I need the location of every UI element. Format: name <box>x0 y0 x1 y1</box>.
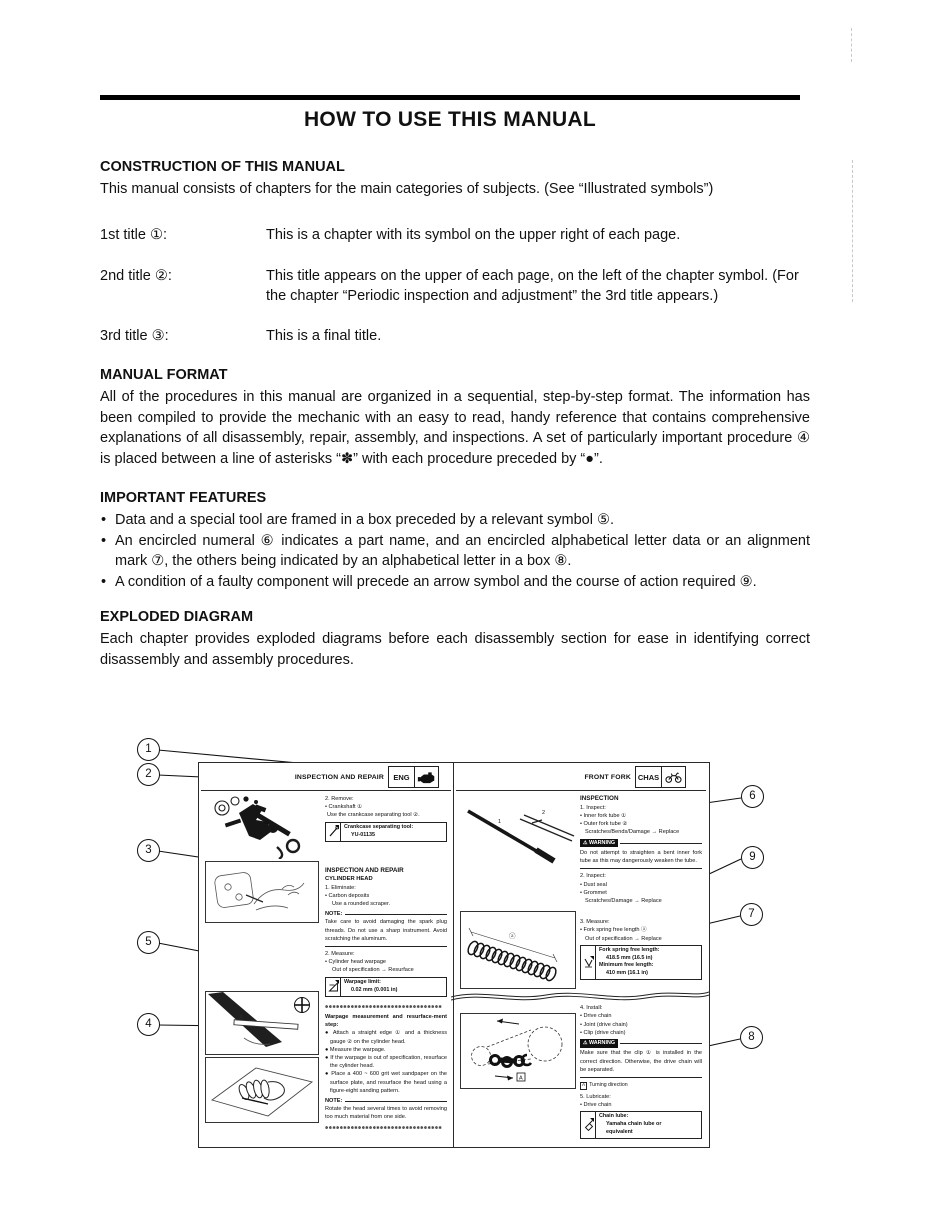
warpage-gauge-icon <box>326 978 341 996</box>
scraping-illustration-frame <box>205 861 319 923</box>
construction-body: This manual consists of chapters for the main categories of subjects. (See “Illustrated symbols”) <box>100 180 714 197</box>
step-line: • Dust seal <box>580 881 607 888</box>
step-line: Scratches/Bends/Damage → Replace <box>585 829 680 836</box>
scan-artifact <box>852 160 853 302</box>
mini-header-title: INSPECTION AND REPAIR <box>294 773 384 781</box>
asterisk-row: ✽✽✽✽✽✽✽✽✽✽✽✽✽✽✽✽✽✽✽✽✽✽✽✽✽✽✽✽✽✽✽✽ <box>325 1003 443 1009</box>
warpage-measurement-frame <box>205 991 319 1055</box>
def-term: 1st title ①: <box>100 227 167 243</box>
warning-badge: ⚠ WARNING <box>580 839 618 848</box>
def-term: 3rd title ③: <box>100 327 169 344</box>
step-line: • Fork spring free length ⓐ <box>580 927 647 934</box>
step-line: 3. Measure: <box>580 919 610 926</box>
page-divider <box>453 763 454 1147</box>
drive-chain-frame <box>460 1013 576 1089</box>
warning-triangle-icon: ⚠ <box>583 839 588 846</box>
chapter-tab: ENG <box>388 766 415 788</box>
step-line: 1. Eliminate: <box>325 884 356 891</box>
chain-lube-icon <box>581 1112 596 1138</box>
def-term: 2nd title ②: <box>100 267 172 284</box>
step-line: • Crankshaft ① <box>325 804 363 811</box>
step-line: • Outer fork tube ② <box>580 821 628 827</box>
mini-header <box>456 765 706 789</box>
step-line: 4. Install: <box>580 1005 603 1012</box>
feature-bullet: • A condition of a faulty component will precede an arrow symbol and the course of action required ⑨. <box>100 572 810 593</box>
warning-body: Make sure that the clip ① is installed in the correct direction. Otherwise, the drive chain will be separated. <box>580 1050 702 1073</box>
warpage-limit-text: Warpage limit: 0.02 mm (0.001 in) <box>344 979 398 993</box>
note-label-row: NOTE: <box>325 1097 447 1105</box>
chain-lube-box <box>580 1111 702 1139</box>
section-rule <box>580 868 702 869</box>
mini-header-title: FRONT FORK <box>584 773 631 781</box>
page-title: HOW TO USE THIS MANUAL <box>303 107 597 131</box>
step-line: • Carbon deposits <box>325 892 370 899</box>
manual-format-body: All of the procedures in this manual are organized in a sequential, step-by-step format. The information has been compiled to provide the mechanic with an easy to read, handy reference that contains comprehensive explanations of all disassembly, repair, assembly, and inspections. A set of particularly important procedure ④ is placed between a line of asterisks “✽” with each procedure preceded by “●”. <box>100 389 810 467</box>
chain-direction-label: A <box>519 1075 523 1082</box>
feature-bullet: • An encircled numeral ⑥ indicates a part name, and an encircled alphabetical letter data or an alignment mark ⑦, the others being indicated by an alphabetical letter in a box ⑧. <box>100 531 810 572</box>
fork-label-2: 2 <box>542 810 546 816</box>
exploded-diagram-figure <box>0 736 935 1160</box>
warning-badge: ⚠ WARNING <box>580 1039 618 1048</box>
third-title: CYLINDER HEAD <box>325 876 373 883</box>
special-tool-box <box>325 822 447 842</box>
title-def-3 <box>100 326 810 347</box>
callout-7: 7 <box>740 903 763 926</box>
step-line: 5. Lubricate: <box>580 1093 611 1100</box>
engine-exploded-illustration <box>207 793 319 859</box>
svg-text:2: 2 <box>240 1014 243 1019</box>
special-tool-icon <box>326 823 341 841</box>
important-features-list <box>100 510 810 592</box>
boxed-letter-a: A <box>582 1083 586 1089</box>
callout-2: 2 <box>137 763 160 786</box>
construction-heading: CONSTRUCTION OF THIS MANUAL <box>100 158 345 175</box>
engine-icon <box>415 766 439 788</box>
step-line: • Clip (drive chain) <box>580 1029 626 1036</box>
page-content <box>100 0 810 670</box>
procedure-step: ● Attach a straight edge ① and a thickness gauge ② on the cylinder head. <box>325 1030 447 1045</box>
warning-triangle-icon: ⚠ <box>583 1040 588 1047</box>
step-line: 2. Inspect: <box>580 873 606 880</box>
step-line: Out of specification → Resurface <box>332 967 414 974</box>
def-desc: This title appears on the upper of each page, on the left of the chapter symbol. (For the chapter “Periodic inspection and adjustment” the 3rd title appears.) <box>266 267 799 304</box>
mini-header-rule <box>456 790 706 791</box>
note-label-row: NOTE: <box>325 910 447 918</box>
feature-bullet: • Data and a special tool are framed in a box preceded by a relevant symbol ⑤. <box>100 510 810 531</box>
exploded-diagram-heading: EXPLODED DIAGRAM <box>100 609 254 625</box>
procedure-title: Warpage measurement and resurface-ment step: <box>325 1014 447 1029</box>
fork-tube-illustration <box>462 803 576 867</box>
mini-header-rule <box>201 790 451 791</box>
callout-8: 8 <box>740 1026 763 1049</box>
section-rule <box>325 946 447 947</box>
section-rule <box>580 1077 702 1078</box>
title-def-2 <box>100 266 810 307</box>
warning-label-row <box>580 839 702 848</box>
chassis-page-text <box>580 795 702 1141</box>
procedure-step: ● Place a 400 ~ 600 grit wet sandpaper on the surface plate, and resurface the head using a figure-eight sanding pattern. <box>325 1071 447 1094</box>
step-line: 2. Remove: <box>325 796 354 802</box>
mini-page-engine <box>201 765 451 1145</box>
step-line: Scratches/Damage → Replace <box>585 897 662 904</box>
resurfacing-illustration-frame <box>205 1057 319 1123</box>
section-title: INSPECTION AND REPAIR <box>325 866 404 874</box>
callout-3: 3 <box>137 839 160 862</box>
turning-direction-row: A Turning direction <box>582 1082 628 1089</box>
step-line: • Grommet <box>580 889 607 896</box>
mini-header <box>201 765 451 789</box>
spring-label: ⓐ <box>509 933 516 940</box>
callout-5: 5 <box>137 931 160 954</box>
def-desc: This is a chapter with its symbol on the upper right of each page. <box>266 227 681 243</box>
engine-part-label: ② <box>264 820 269 826</box>
spring-gauge-icon <box>581 946 596 979</box>
chapter-tab: CHAS <box>635 766 662 788</box>
step-line: 1. Inspect: <box>580 804 606 811</box>
asterisk-row: ✽✽✽✽✽✽✽✽✽✽✽✽✽✽✽✽✽✽✽✽✽✽✽✽✽✽✽✽✽✽✽✽ <box>325 1124 443 1130</box>
fork-spring-spec-box <box>580 945 702 980</box>
callout-1: 1 <box>137 738 160 761</box>
step-line: • Drive chain <box>580 1101 612 1108</box>
fork-label-1: 1 <box>498 819 502 825</box>
step-line: Use a rounded scraper. <box>332 901 391 907</box>
step-line: • Drive chain <box>580 1013 612 1020</box>
figure-outer-box <box>198 762 710 1148</box>
fork-spring-spec-text: Fork spring free length: 418.5 mm (16.5 in) Minimum free length: 410 mm (16.1 in) <box>599 947 660 977</box>
procedure-step: ● If the warpage is out of specification, resurface the cylinder head. <box>325 1055 447 1070</box>
motorcycle-icon <box>662 766 686 788</box>
step-line: • Inner fork tube ① <box>580 812 627 819</box>
warning-body: Do not attempt to straighten a bent inner fork tube as this may dangerously weaken the tube. <box>580 849 702 865</box>
fork-spring-frame <box>460 911 576 989</box>
warning-label-row <box>580 1039 702 1048</box>
top-rule <box>100 95 800 100</box>
exploded-diagram-body: Each chapter provides exploded diagrams before each disassembly section for ease in identifying correct disassembly and assembly procedures. <box>100 631 810 668</box>
step-line: Use the crankcase separating tool ②. <box>327 812 420 819</box>
manual-format-heading: MANUAL FORMAT <box>100 367 228 383</box>
important-features-heading: IMPORTANT FEATURES <box>100 490 267 506</box>
warpage-limit-box <box>325 977 447 997</box>
title-def-1 <box>100 225 810 246</box>
step-line: • Joint (drive chain) <box>580 1021 628 1028</box>
callout-9: 9 <box>741 846 764 869</box>
scan-artifact <box>851 28 852 62</box>
chain-lube-text: Chain lube: Yamaha chain lube or equivalent <box>599 1113 662 1135</box>
def-desc: This is a final title. <box>266 327 382 344</box>
engine-page-text <box>325 795 447 1134</box>
step-line: Out of specification → Replace <box>585 935 662 942</box>
note-body: Rotate the head several times to avoid removing too much material from one side. <box>325 1106 447 1121</box>
note-body: Take care to avoid damaging the spark plug threads. Do not use a sharp instrument. Avoid scratching the aluminum. <box>325 919 447 942</box>
section-title: INSPECTION <box>580 795 619 802</box>
callout-4: 4 <box>137 1013 160 1036</box>
callout-6: 6 <box>741 785 764 808</box>
step-line: • Cylinder head warpage <box>325 959 387 966</box>
special-tool-text: Crankcase separating tool: YU-01135 <box>344 824 414 838</box>
step-line: 2. Measure: <box>325 951 355 958</box>
procedure-step: ● Measure the warpage. <box>325 1046 386 1053</box>
mini-page-chassis <box>456 765 706 1145</box>
